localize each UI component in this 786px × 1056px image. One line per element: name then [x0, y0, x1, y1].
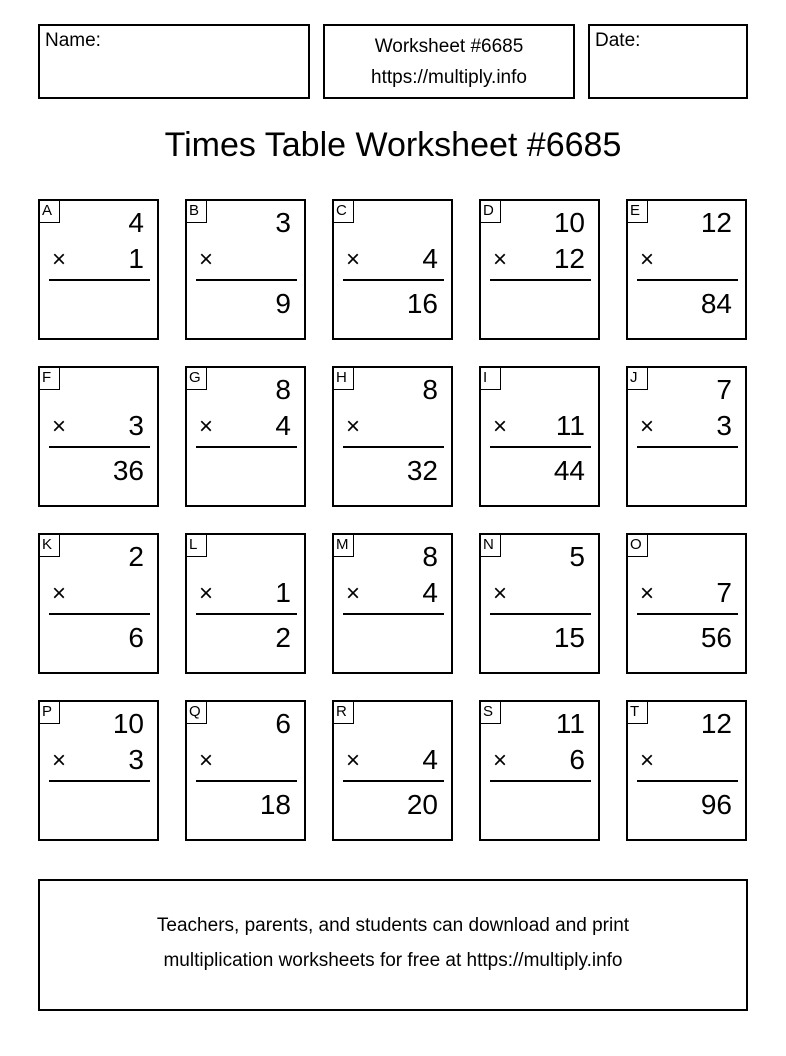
problem-card: [38, 199, 159, 340]
multiplicand: 3: [275, 207, 291, 238]
multiplicand: 6: [275, 708, 291, 739]
answer-rule: [343, 780, 444, 782]
site-url: https://multiply.info: [371, 67, 527, 88]
problem-card: [332, 366, 453, 507]
multiply-sign: ×: [493, 580, 508, 607]
multiply-sign: ×: [640, 580, 655, 607]
answer-rule: [490, 446, 591, 448]
multiply-sign: ×: [346, 580, 361, 607]
problem-label: D: [481, 201, 501, 223]
multiplier: 11: [555, 410, 585, 441]
answer-rule: [196, 613, 297, 615]
problem-label: B: [187, 201, 207, 223]
problem-label: R: [334, 702, 354, 724]
multiplier: 1: [275, 577, 291, 608]
problem-card: [38, 366, 159, 507]
multiplicand: 5: [569, 541, 585, 572]
multiplicand: 8: [422, 374, 438, 405]
product: 96: [700, 789, 732, 820]
product: 16: [406, 288, 438, 319]
problem-card: [626, 533, 747, 674]
footer-box: [38, 879, 748, 1011]
problem-card: [185, 533, 306, 674]
problem-card: [626, 199, 747, 340]
answer-rule: [490, 279, 591, 281]
answer-rule: [49, 279, 150, 281]
multiply-sign: ×: [199, 413, 214, 440]
problem-card: [332, 199, 453, 340]
name-label: Name:: [45, 30, 101, 51]
multiplier: 6: [569, 744, 585, 775]
problem-label: N: [481, 535, 501, 557]
answer-rule: [196, 446, 297, 448]
problem-card: [185, 199, 306, 340]
multiplicand: 11: [555, 708, 585, 739]
multiply-sign: ×: [493, 413, 508, 440]
problem-card: [332, 533, 453, 674]
problem-label: J: [628, 368, 648, 390]
multiply-sign: ×: [52, 747, 67, 774]
product: 20: [406, 789, 438, 820]
answer-rule: [196, 279, 297, 281]
multiply-sign: ×: [199, 246, 214, 273]
worksheet-id: Worksheet #6685: [374, 36, 524, 57]
answer-rule: [196, 780, 297, 782]
problem-label: E: [628, 201, 648, 223]
date-label: Date:: [595, 30, 641, 51]
footer-line-2: multiplication worksheets for free at https://multiply.info: [163, 950, 623, 971]
multiplier: 4: [422, 243, 438, 274]
multiplicand: 10: [112, 708, 144, 739]
multiply-sign: ×: [52, 580, 67, 607]
problem-label: K: [40, 535, 60, 557]
problem-card: [479, 199, 600, 340]
multiplicand: 8: [275, 374, 291, 405]
multiply-sign: ×: [199, 747, 214, 774]
problem-label: S: [481, 702, 501, 724]
answer-rule: [343, 446, 444, 448]
multiply-sign: ×: [346, 413, 361, 440]
answer-rule: [49, 446, 150, 448]
multiply-sign: ×: [346, 246, 361, 273]
product: 6: [128, 622, 144, 653]
multiplier: 4: [422, 744, 438, 775]
problem-label: F: [40, 368, 60, 390]
problem-label: P: [40, 702, 60, 724]
multiply-sign: ×: [52, 413, 67, 440]
multiplier: 3: [128, 744, 144, 775]
problem-card: [479, 700, 600, 841]
multiplicand: 10: [553, 207, 585, 238]
multiply-sign: ×: [52, 246, 67, 273]
multiplicand: 8: [422, 541, 438, 572]
multiply-sign: ×: [346, 747, 361, 774]
multiplier: 12: [553, 243, 585, 274]
answer-rule: [49, 613, 150, 615]
problem-label: O: [628, 535, 648, 557]
answer-rule: [637, 613, 738, 615]
product: 44: [553, 455, 585, 486]
product: 15: [553, 622, 585, 653]
answer-rule: [637, 780, 738, 782]
problem-card: [626, 700, 747, 841]
problem-label: G: [187, 368, 207, 390]
multiplicand: 12: [700, 207, 732, 238]
problem-card: [38, 700, 159, 841]
answer-rule: [490, 780, 591, 782]
multiplicand: 2: [128, 541, 144, 572]
product: 56: [700, 622, 732, 653]
answer-rule: [49, 780, 150, 782]
page-title: Times Table Worksheet #6685: [164, 126, 622, 164]
problem-label: H: [334, 368, 354, 390]
multiply-sign: ×: [199, 580, 214, 607]
multiply-sign: ×: [640, 413, 655, 440]
problem-label: T: [628, 702, 648, 724]
answer-rule: [343, 613, 444, 615]
problem-label: Q: [187, 702, 207, 724]
multiplier: 4: [275, 410, 291, 441]
multiply-sign: ×: [640, 246, 655, 273]
answer-rule: [637, 279, 738, 281]
problem-label: L: [187, 535, 207, 557]
footer-line-1: Teachers, parents, and students can download and print: [156, 915, 630, 936]
multiplier: 3: [716, 410, 732, 441]
answer-rule: [637, 446, 738, 448]
problem-card: [185, 700, 306, 841]
problem-card: [38, 533, 159, 674]
problem-label: C: [334, 201, 354, 223]
multiplicand: 7: [716, 374, 732, 405]
problem-label: M: [334, 535, 354, 557]
multiplier: 7: [716, 577, 732, 608]
product: 32: [406, 455, 438, 486]
product: 84: [700, 288, 732, 319]
multiplicand: 12: [700, 708, 732, 739]
product: 9: [275, 288, 291, 319]
problem-card: [185, 366, 306, 507]
problem-card: [332, 700, 453, 841]
multiply-sign: ×: [493, 747, 508, 774]
problem-card: [479, 366, 600, 507]
product: 18: [259, 789, 291, 820]
multiply-sign: ×: [640, 747, 655, 774]
product: 36: [112, 455, 144, 486]
multiply-sign: ×: [493, 246, 508, 273]
multiplier: 4: [422, 577, 438, 608]
product: 2: [275, 622, 291, 653]
problem-card: [479, 533, 600, 674]
multiplicand: 4: [128, 207, 144, 238]
answer-rule: [490, 613, 591, 615]
problem-label: I: [481, 368, 501, 390]
multiplier: 3: [128, 410, 144, 441]
problem-label: A: [40, 201, 60, 223]
multiplier: 1: [128, 243, 144, 274]
problem-card: [626, 366, 747, 507]
answer-rule: [343, 279, 444, 281]
